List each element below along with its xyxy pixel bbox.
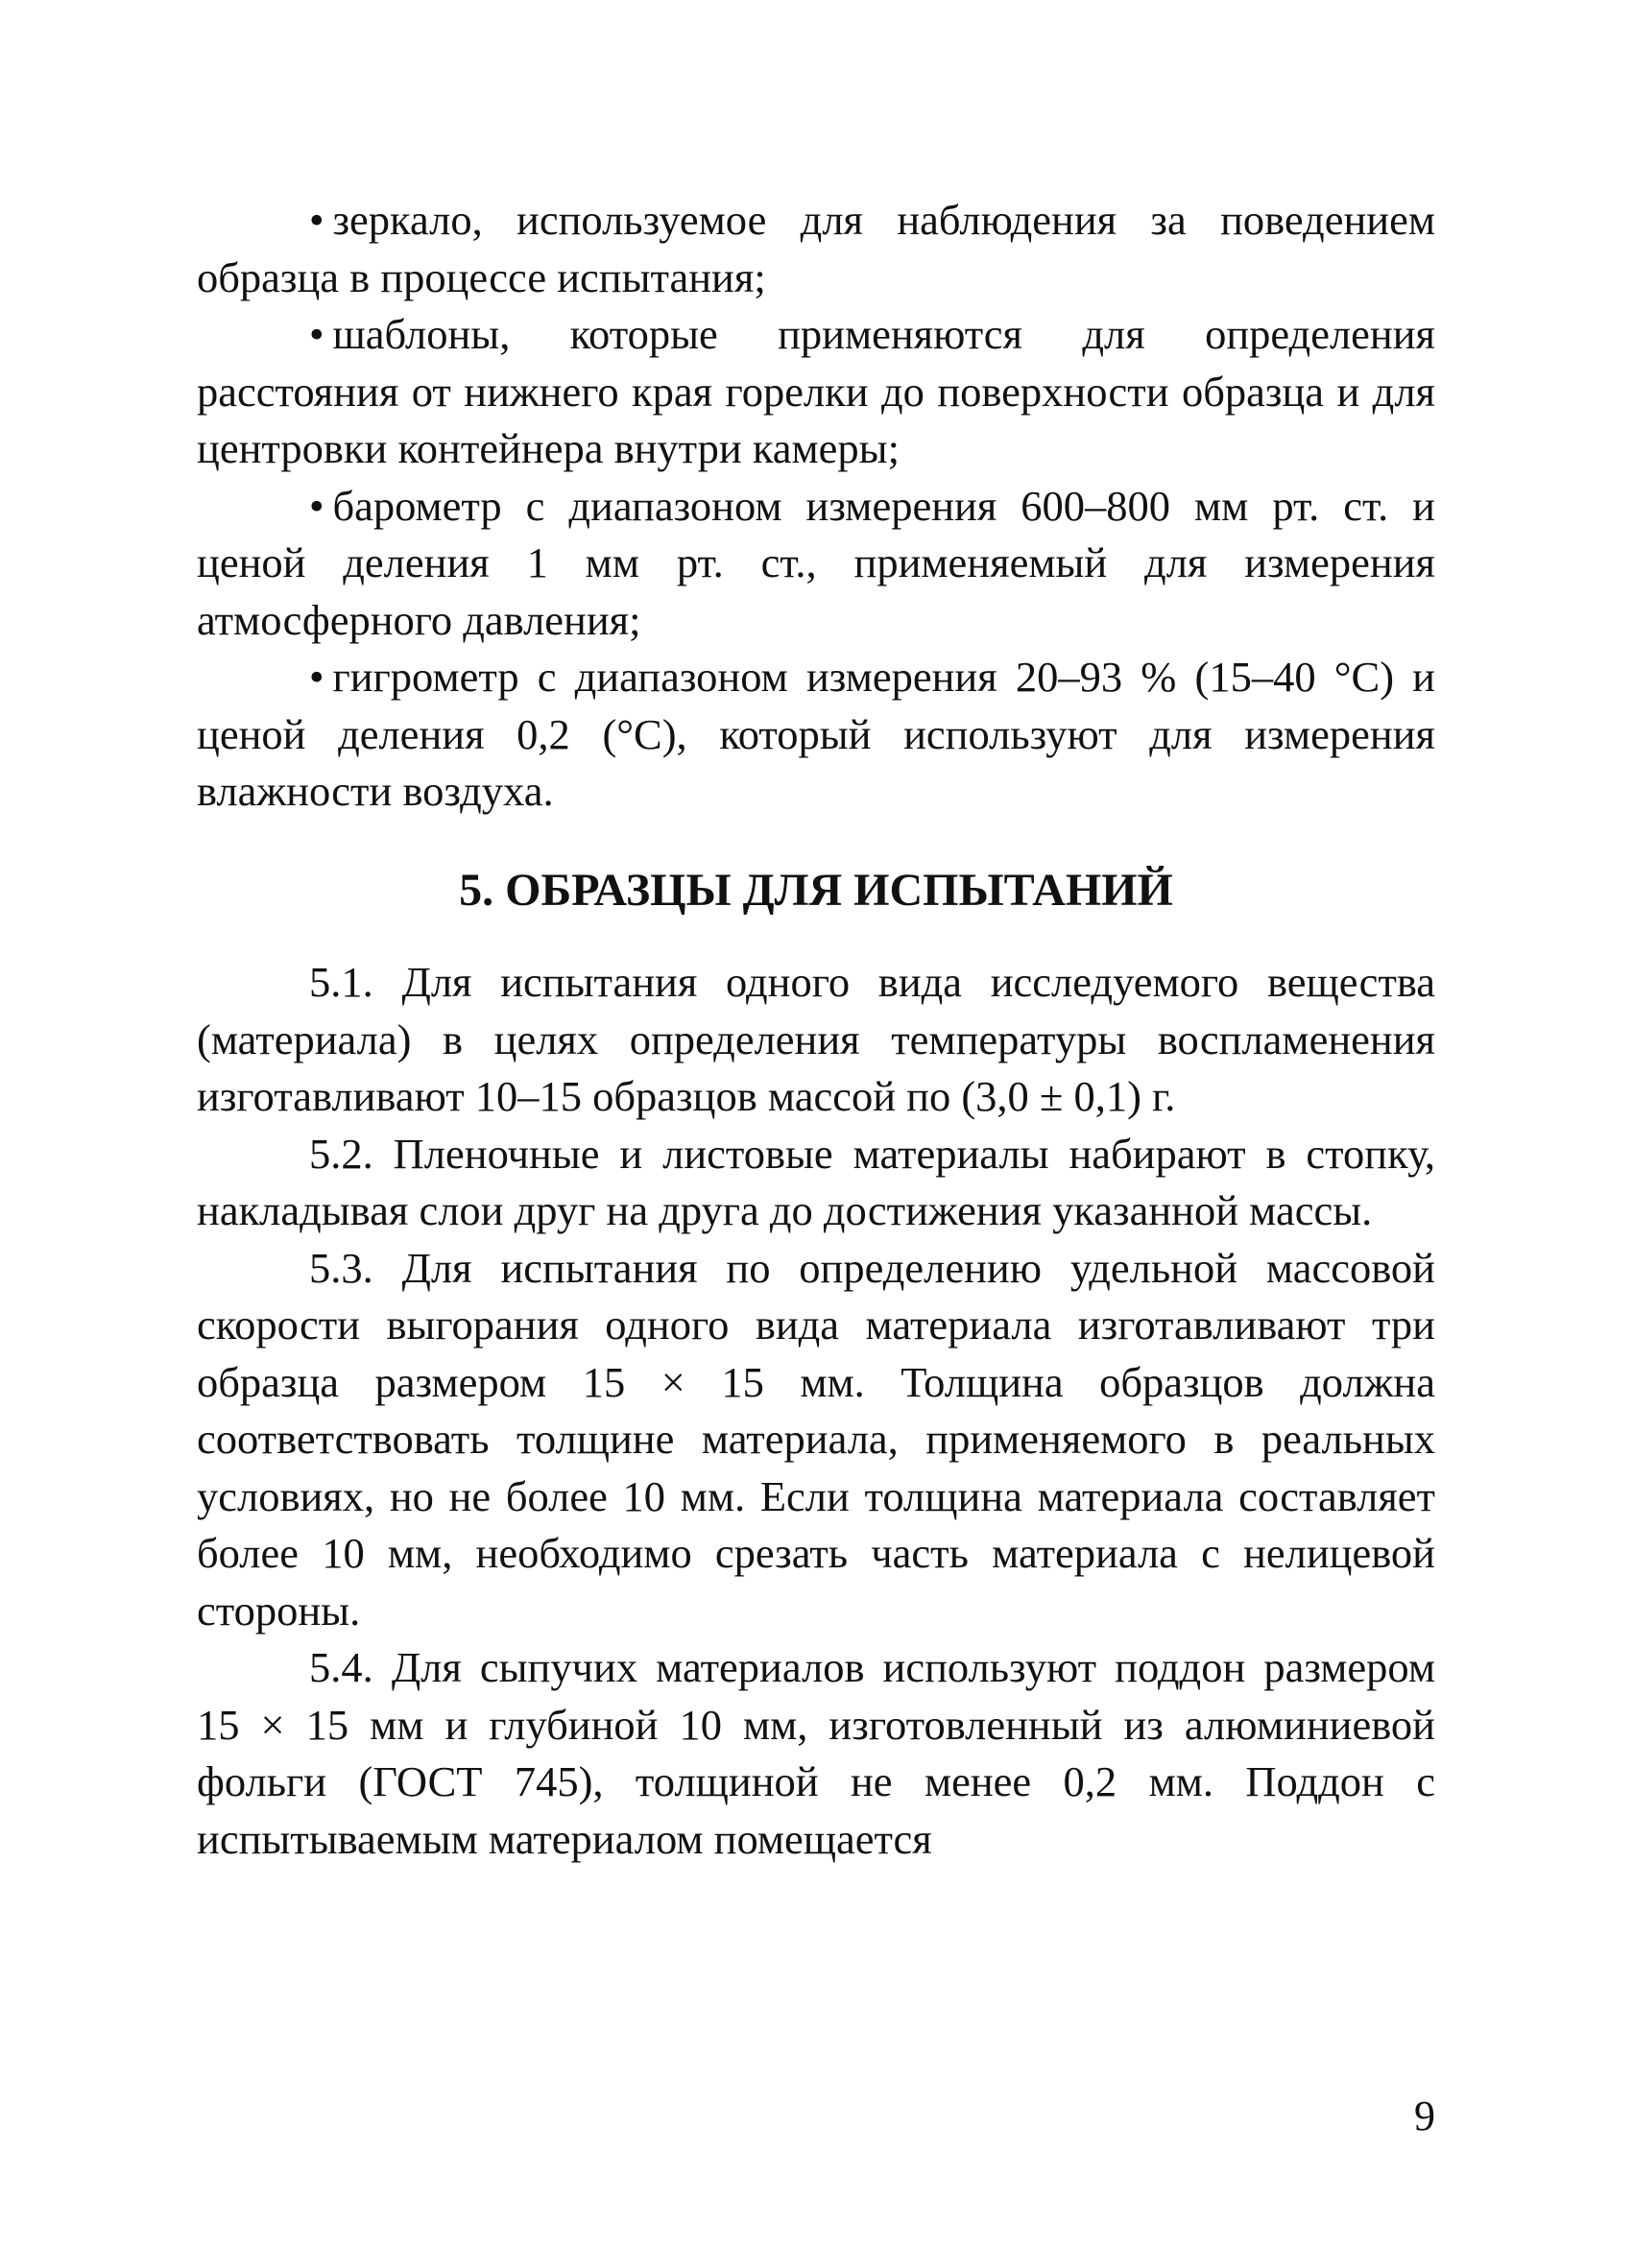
equipment-bullet-list <box>197 192 1435 821</box>
bullet-text: барометр с диапазоном измерения 600–800 мм рт. ст. и ценой деления 1 мм рт. ст., применяемый для измерения атмосферного давления; <box>197 481 1435 644</box>
section-heading: 5. ОБРАЗЦЫ ДЛЯ ИСПЫТАНИЙ <box>459 865 1173 916</box>
section-body <box>197 954 1435 1868</box>
bullet-icon: • <box>309 310 324 358</box>
bullet-item <box>197 192 1435 306</box>
bullet-text: зеркало, используемое для наблюдения за поведением образца в процессе испытания; <box>197 196 1435 301</box>
paragraph-5-2: 5.2. Пленочные и листовые материалы набирают в стопку, накладывая слои друг на друга до достижения указанной массы. <box>197 1129 1435 1234</box>
paragraph-5-3: 5.3. Для испытания по определению удельной массовой скорости выгорания одного вида материала изготавливают три образца размером 15 × 15 мм. Толщина образцов должна соответствовать толщине материала, применяемого в реальных условиях, но не более 10 мм. Если толщина материала составляет более 10 мм, необходимо срезать часть материала с нелицевой стороны. <box>197 1243 1435 1635</box>
bullet-item <box>197 649 1435 821</box>
bullet-icon: • <box>309 196 324 244</box>
bullet-item <box>197 306 1435 478</box>
bullet-icon: • <box>309 481 324 530</box>
page-number: 9 <box>1414 2092 1435 2139</box>
bullet-text: гигрометр с диапазоном измерения 20–93 % (15–40 °С) и ценой деления 0,2 (°С), который используют для измерения влажности воздуха. <box>197 653 1435 815</box>
bullet-icon: • <box>309 653 324 701</box>
bullet-item <box>197 478 1435 650</box>
paragraph-5-1: 5.1. Для испытания одного вида исследуемого вещества (материала) в целях определения температуры воспламенения изготавливают 10–15 образцов массой по (3,0 ± 0,1) г. <box>197 958 1435 1120</box>
bullet-text: шаблоны, которые применяются для определения расстояния от нижнего края горелки до поверхности образца и для центровки контейнера внутри камеры; <box>197 310 1435 472</box>
paragraph-5-4: 5.4. Для сыпучих материалов используют поддон размером 15 × 15 мм и глубиной 10 мм, изготовленный из алюминиевой фольги (ГОСТ 745), толщиной не менее 0,2 мм. Поддон с испытываемым материалом помещается <box>197 1643 1435 1863</box>
